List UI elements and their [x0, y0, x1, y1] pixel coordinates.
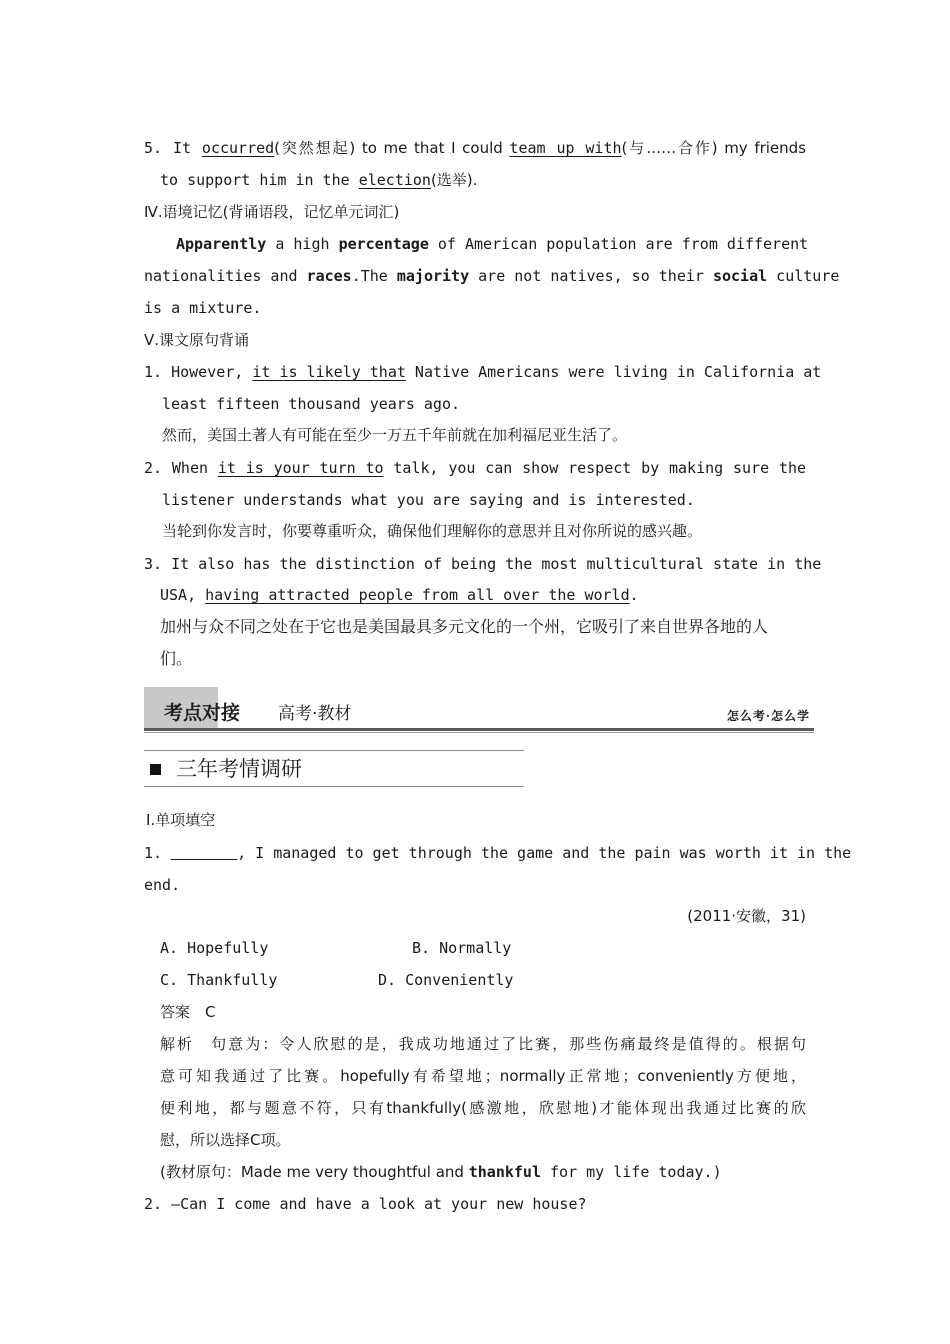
option-b: B. Normally	[412, 939, 512, 957]
bold-word: races	[306, 267, 352, 285]
text: .	[629, 586, 639, 604]
sentence-1-line-2: least fifteen thousand years ago.	[162, 395, 461, 413]
bold-word: thankful	[468, 1163, 541, 1181]
answer-line: 答案 C	[160, 1003, 216, 1021]
sentence-2-translation: 当轮到你发言时，你要尊重听众，确保他们理解你的意思并且对你所说的感兴趣。	[162, 522, 703, 540]
text: nationalities and	[144, 267, 307, 285]
banner-rule-thick	[144, 728, 814, 731]
vocab-item-5-line-2	[160, 170, 822, 190]
option-a: A. Hopefully	[160, 939, 269, 957]
text: (与……合作) my friends	[621, 139, 807, 157]
part-1-heading: Ⅰ.单项填空	[146, 811, 216, 829]
text: talk, you can show respect by making sure the	[383, 459, 807, 477]
memory-paragraph-line-3: is a mixture.	[144, 299, 262, 317]
option-d: D. Conveniently	[378, 971, 514, 989]
text: for my life today.)	[540, 1163, 722, 1181]
sentence-3-line-1: 3. It also has the distinction of being the most multicultural state in the	[144, 555, 822, 573]
text: to support him in the	[160, 171, 359, 189]
sentence-2-line-1	[144, 458, 806, 478]
explanation-line-2: 意可知我通过了比赛。hopefully有希望地；normally正常地；conveniently方便地，	[160, 1067, 806, 1085]
banner-right-label: 怎么考·怎么学	[726, 709, 810, 723]
banner-subtitle: 高考·教材	[278, 704, 352, 724]
square-bullet-icon	[150, 764, 161, 775]
question-1-source: (2011·安徽，31)	[687, 907, 806, 925]
answer-blank	[171, 845, 237, 860]
section-rule-top	[144, 750, 524, 751]
vocab-item-5-line-1	[144, 138, 806, 158]
text: 2. When	[144, 459, 218, 477]
sentence-1-translation: 然而，美国土著人有可能在至少一万五千年前就在加利福尼亚生活了。	[162, 426, 628, 444]
text: a high	[266, 235, 339, 253]
text: .The	[351, 267, 397, 285]
sentence-2-line-2: listener understands what you are saying and is interested.	[162, 491, 695, 509]
memory-paragraph-line-2	[144, 266, 840, 286]
section-rule-bottom	[144, 786, 524, 787]
bold-word: percentage	[338, 235, 429, 253]
bold-word: social	[712, 267, 768, 285]
explanation-line-1: 解析 句意为：令人欣慰的是，我成功地通过了比赛，那些伤痛最终是值得的。根据句	[160, 1035, 806, 1053]
question-number: 1.	[144, 844, 172, 862]
text: are not natives, so their	[469, 267, 713, 285]
bold-word: Apparently	[176, 235, 267, 253]
underlined-phrase: it is your turn to	[217, 459, 384, 477]
heading-text-recitation: Ⅴ.课文原句背诵	[144, 331, 250, 349]
underlined-word: election	[358, 171, 431, 189]
explanation-line-3: 便利地，都与题意不符，只有thankfully(感激地，欣慰地)才能体现出我通过比赛的欣	[160, 1099, 806, 1117]
question-1-line-1	[144, 843, 852, 863]
banner-title: 考点对接	[164, 702, 241, 724]
text: (突然想起) to me that I could	[274, 139, 510, 157]
underlined-word: occurred	[201, 139, 275, 157]
text: 1. However,	[144, 363, 253, 381]
memory-paragraph-line-1	[176, 234, 809, 254]
textbook-original-sentence	[160, 1162, 822, 1182]
text: Native Americans were living in California at	[405, 363, 822, 381]
explanation-line-4: 慰，所以选择C项。	[160, 1131, 291, 1149]
text: 5. It	[144, 139, 202, 157]
text: , I managed to get through the game and the pain was worth it in the	[237, 844, 852, 862]
text: (选举).	[430, 171, 478, 189]
underlined-phrase: having attracted people from all over the world	[205, 586, 630, 604]
banner-rule-thin	[144, 732, 814, 733]
underlined-phrase: it is likely that	[252, 363, 406, 381]
text: (教材原句：Made me very thoughtful and	[160, 1163, 469, 1181]
text: of American population are from different	[428, 235, 809, 253]
sentence-3-line-2	[160, 585, 822, 605]
option-c: C. Thankfully	[160, 971, 278, 989]
sentence-1-line-1	[144, 362, 822, 382]
sentence-3-translation-line-1: 加州与众不同之处在于它也是美国最具多元文化的一个州，它吸引了来自世界各地的人	[160, 617, 769, 636]
underlined-phrase: team up with	[509, 139, 622, 157]
heading-context-memory: Ⅳ.语境记忆(背诵语段，记忆单元词汇)	[144, 203, 400, 221]
text: USA,	[160, 586, 206, 604]
sentence-3-translation-line-2: 们。	[160, 649, 193, 668]
question-2-line-1: 2. —Can I come and have a look at your new house?	[144, 1195, 587, 1213]
question-1-line-2: end.	[144, 876, 181, 894]
section-title: 三年考情调研	[176, 757, 302, 781]
bold-word: majority	[396, 267, 470, 285]
text: culture	[767, 267, 840, 285]
